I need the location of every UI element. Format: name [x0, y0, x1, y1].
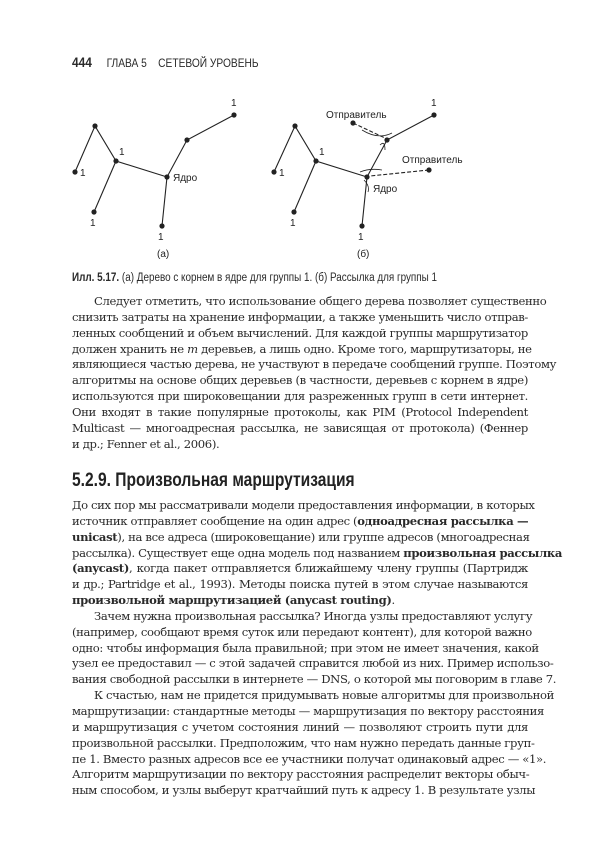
text-line	[72, 767, 528, 783]
chapter-label: ГЛАВА 5	[106, 56, 147, 70]
text-line	[72, 373, 528, 389]
text-run: ным способом, и узлы выберут кратчайший путь к адресу 1. В результате узлы	[72, 783, 536, 798]
text-line	[72, 688, 555, 704]
figure-caption	[72, 272, 437, 284]
text-line	[72, 672, 557, 688]
node-label: 1	[279, 168, 285, 179]
text-line	[72, 561, 528, 577]
text-line	[72, 530, 528, 546]
node-label: 1	[158, 232, 164, 243]
bold-term: одноадресная рассылка —	[357, 513, 529, 528]
text-run: произвольной рассылки. Предположим, что нам нужно передать данные груп-	[72, 735, 535, 750]
text-run: Следует отметить, что использование общего дерева позволяет существенно	[94, 294, 547, 308]
bold-term: unicast	[72, 529, 118, 544]
text-run: маршрутизации: стандартные методы — маршрутизация по вектору расстояния	[72, 703, 545, 718]
node-label: 1	[290, 218, 296, 229]
text-run: должен хранить не	[72, 341, 188, 356]
text-line	[72, 703, 545, 720]
text-line	[72, 608, 533, 625]
node-label: 1	[358, 232, 364, 243]
text-line	[72, 783, 536, 799]
section-heading: 5.2.9. Произвольная маршрутизация	[72, 470, 355, 491]
text-run: снизить затраты на хранение информации, а также уменьшить число отправ-	[72, 309, 528, 324]
node-label: 1	[231, 98, 237, 109]
text-run: и маршрутизация с учетом состояния линий — позволяют строить пути для	[72, 719, 528, 734]
text-line	[72, 514, 528, 530]
paragraph-shared-trees	[72, 294, 557, 452]
text-line	[72, 593, 528, 609]
node-label: 1	[319, 147, 325, 158]
text-line	[72, 624, 532, 641]
node-label: 1	[119, 147, 125, 158]
text-run: являющиеся частью дерева, не участвуют в передаче сообщений группе. Поэтому	[72, 357, 557, 372]
text-line	[72, 751, 547, 768]
text-run: используются при широковещании для разреженных групп в сети интернет.	[72, 389, 528, 404]
text-run: Multicast — многоадресная рассылка, не зависящая от протокола) (Феннер	[72, 420, 528, 435]
text-line	[72, 405, 528, 421]
node-label: 1	[90, 218, 96, 229]
text-line	[72, 720, 528, 736]
text-line	[72, 640, 539, 657]
text-run: источник отправляет сообщение на один адрес (	[72, 513, 358, 528]
text-line	[72, 421, 528, 437]
text-run: Они входят в такие популярные протоколы, как PIM (Protocol Independent	[72, 404, 528, 419]
text-run: и др.; Partridge et al., 1993). Методы поиска путей в этом случае называются	[72, 577, 528, 592]
tree-a	[72, 112, 236, 228]
text-run: До сих пор мы рассматривали модели предоставления информации, в которых	[72, 498, 535, 512]
text-line	[72, 656, 554, 672]
text-run: Зачем нужна произвольная рассылка? Иногда узлы предоставляют услугу	[94, 608, 533, 623]
text-run: (например, сообщают время суток или передают контент), для которой важно	[72, 624, 532, 639]
caption-text: (а) Дерево с корнем в ядре для группы 1. (б) Рассылка для группы 1	[119, 272, 438, 284]
text-run: вания свободной рассылки в интернете — DNS, о которой мы поговорим в главе 7.	[72, 672, 557, 687]
text-run: К счастью, нам не придется придумывать новые алгоритмы для произвольной	[94, 688, 555, 703]
page-number: 444	[72, 54, 92, 70]
text-run: .	[391, 593, 395, 608]
bold-term: (anycast)	[72, 561, 129, 576]
text-line	[72, 735, 535, 752]
figure-multicast-trees	[0, 0, 600, 300]
text-line	[72, 545, 563, 562]
core-label: Ядро	[173, 173, 198, 184]
text-run: пе 1. Вместо разных адресов все ее участники получат одинаковый адрес — «1».	[72, 751, 547, 766]
text-run: ), на все адреса (широковещание) или группе адресов (многоадресная	[117, 529, 530, 544]
text-run: m	[187, 341, 198, 356]
text-run: одно: чтобы информация была правильной; при этом не имеет значения, какой	[72, 640, 539, 655]
subfigure-label-a: (а)	[157, 249, 170, 260]
text-line	[72, 341, 532, 358]
node-label: 1	[80, 168, 86, 179]
chapter-title: СЕТЕВОЙ УРОВЕНЬ	[158, 56, 259, 70]
tree-b	[271, 112, 436, 228]
caption-number: Илл. 5.17.	[72, 272, 120, 284]
sender-label: Отправитель	[326, 110, 387, 121]
bold-term: произвольной маршрутизацией (anycast routing)	[72, 593, 392, 608]
node-label: 1	[431, 98, 437, 109]
text-run: Алгоритм маршрутизации по вектору расстояния распределит векторы обыч-	[72, 767, 530, 782]
text-line	[72, 498, 535, 514]
text-line	[72, 326, 528, 342]
text-run: алгоритмы на основе общих деревьев (в частности, деревьев с корнем в ядре)	[72, 373, 528, 388]
paragraph-anycast	[72, 498, 563, 799]
bold-term: произвольная рассылка	[403, 545, 563, 560]
text-run: , когда пакет отправляется ближайшему члену группы (Партридж	[128, 561, 528, 576]
text-line	[72, 577, 528, 593]
text-run: узел ее предоставил — с этой задачей справится любой из них. Пример использо-	[72, 656, 554, 671]
text-run: деревьев, а лишь одно. Кроме того, маршрутизаторы, не	[197, 341, 532, 356]
subfigure-label-b: (б)	[357, 249, 370, 260]
text-line	[72, 437, 528, 453]
core-label: Ядро	[373, 184, 398, 195]
text-line	[72, 357, 557, 373]
text-line	[72, 389, 528, 405]
text-line	[72, 294, 547, 310]
text-line	[72, 310, 528, 326]
text-run: рассылка). Существует еще одна модель под названием	[72, 545, 404, 560]
text-run: и др.; Fenner et al., 2006).	[72, 436, 220, 451]
text-run: ленных сообщений и объем вычислений. Для каждой группы маршрутизатор	[72, 325, 528, 340]
sender-label: Отправитель	[402, 155, 463, 166]
